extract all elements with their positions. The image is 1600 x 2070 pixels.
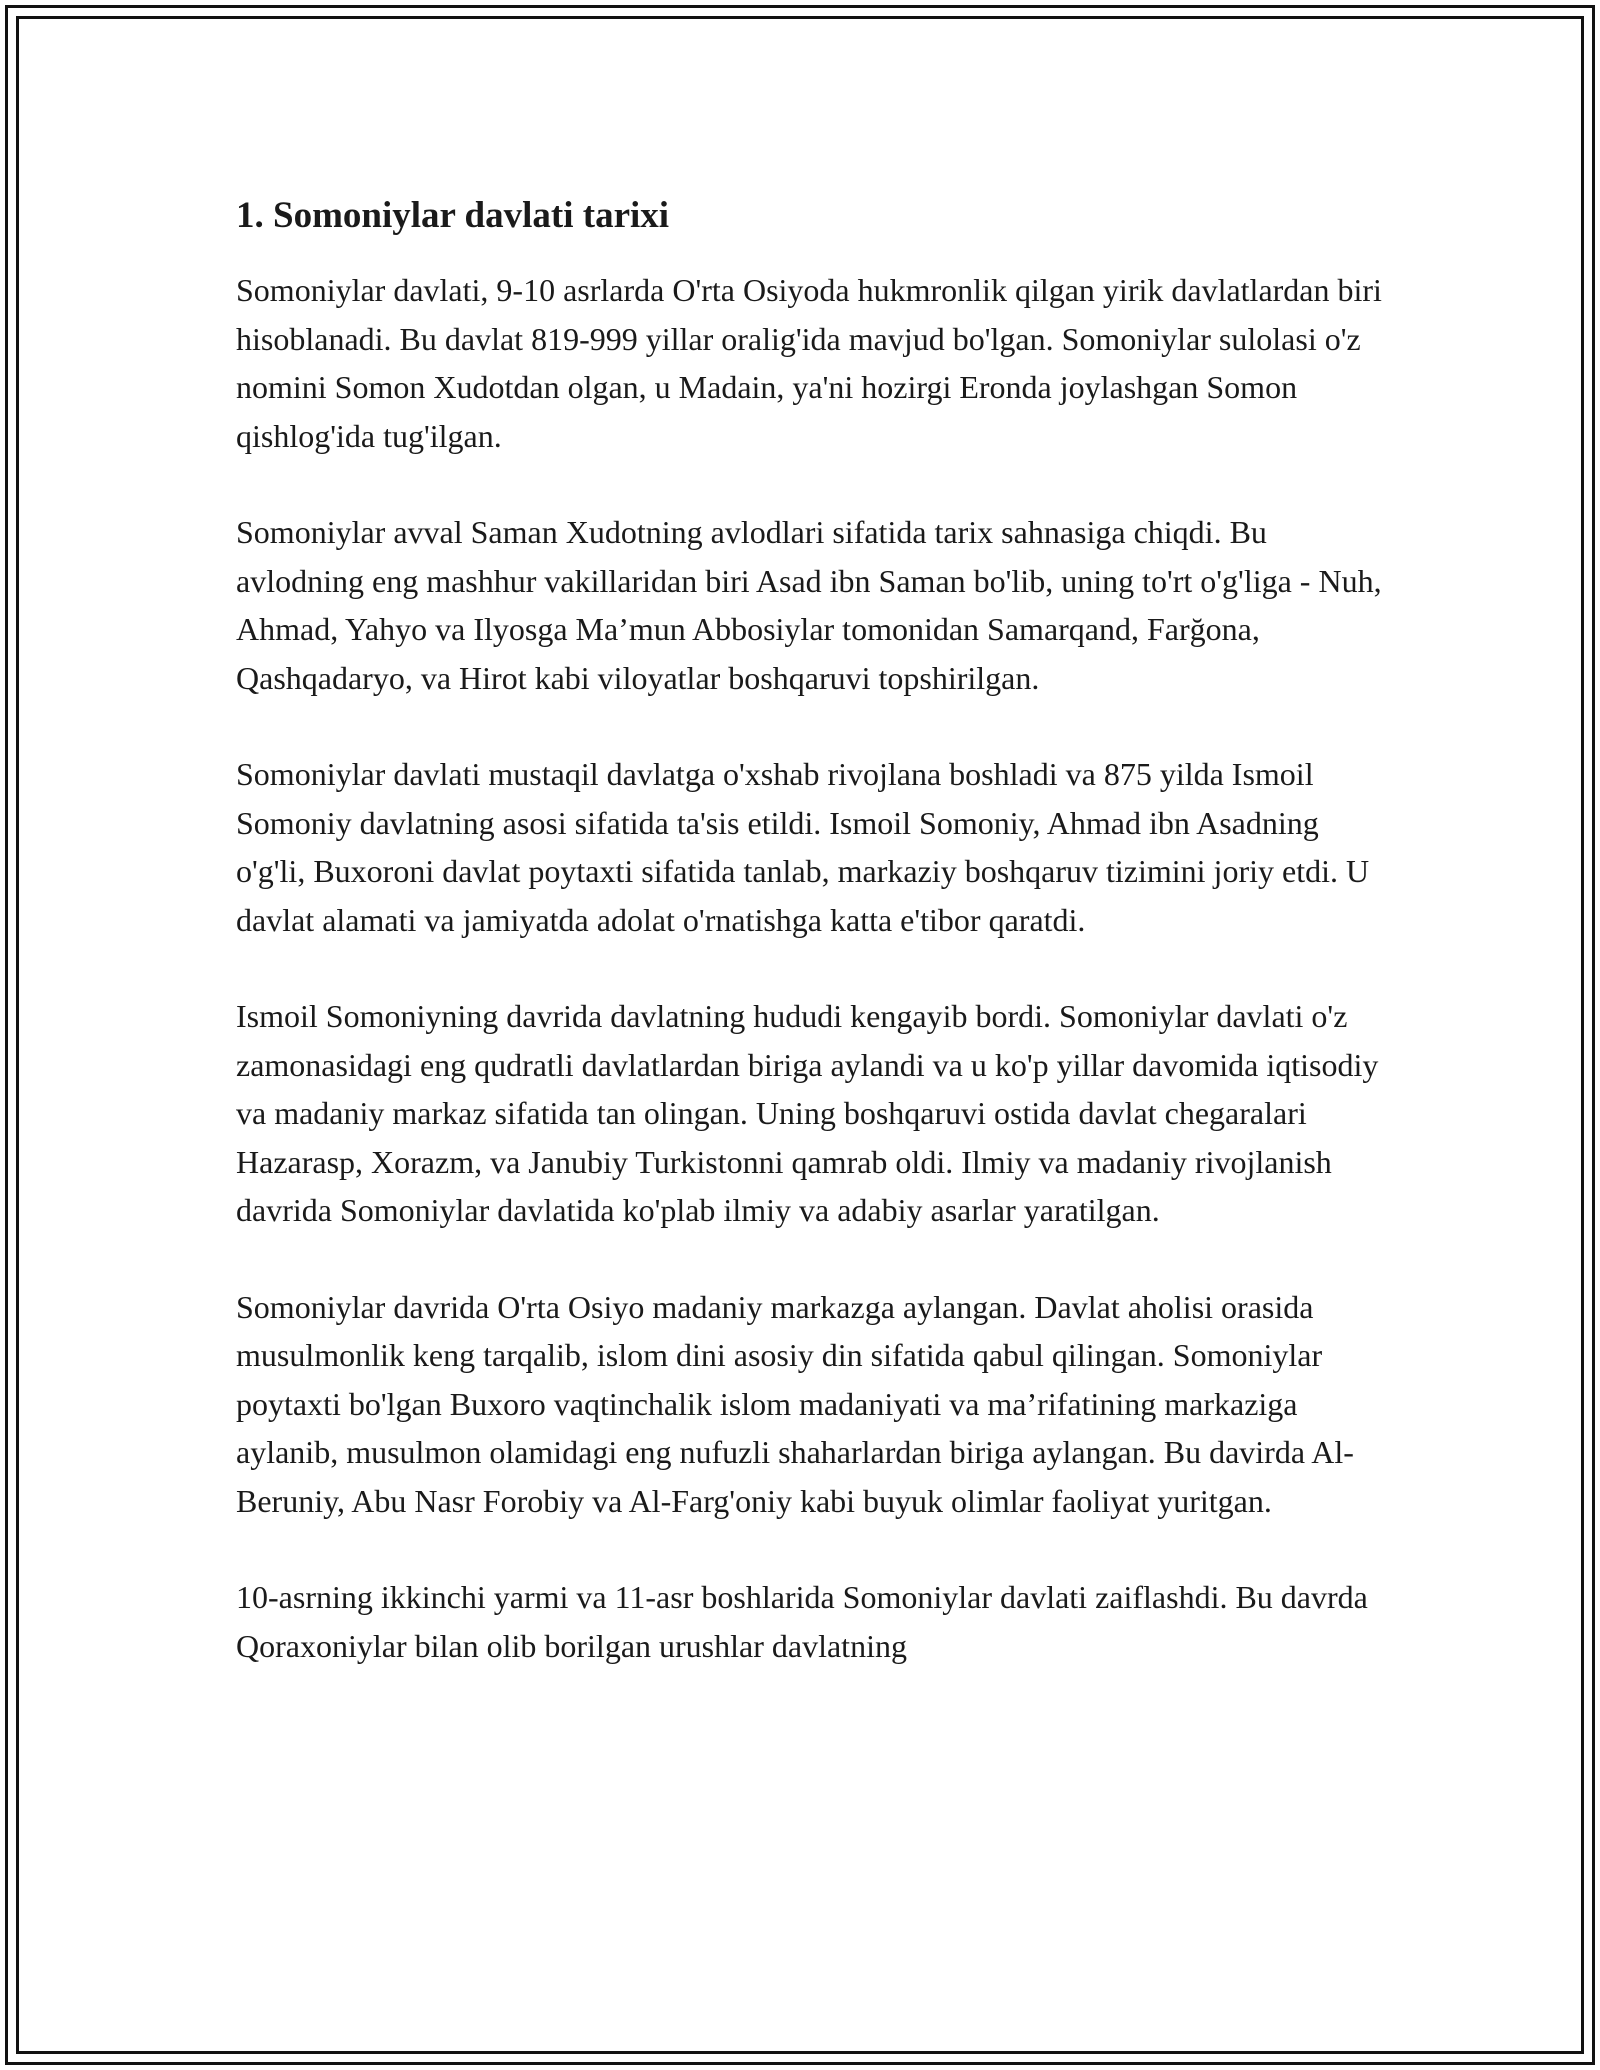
paragraph-6: 10-asrning ikkinchi yarmi va 11-asr boshlarida Somoniylar davlati zaiflashdi. Bu davrda Qoraxoniylar bilan olib borilgan urushlar davlatning — [236, 1579, 1368, 1664]
paragraph-2: Somoniylar avval Saman Xudotning avlodlari sifatida tarix sahnasiga chiqdi. Bu avlodning eng mashhur vakillaridan biri Asad ibn Saman bo'lib, uning to'rt o'g'liga - Nuh, Ahmad, Yahyo va Ilyosga Ma’mun Abbosiylar tomonidan Samarqand, Farğona, Qashqadaryo, va Hirot kabi viloyatlar boshqaruvi topshirilgan. — [236, 514, 1382, 696]
paragraph-5: Somoniylar davrida O'rta Osiyo madaniy markazga aylangan. Davlat aholisi orasida musulmonlik keng tarqalib, islom dini asosiy din sifatida qabul qilingan. Somoniylar poytaxti bo'lgan Buxoro vaqtinchalik islom madaniyati va ma’rifatining markaziga aylanib, musulmon olamidagi eng nufuzli shaharlardan biriga aylangan. Bu davirda Al-Beruniy, Abu Nasr Forobiy va Al-Farg'oniy kabi buyuk olimlar faoliyat yuritgan. — [236, 1288, 1354, 1519]
paragraph-1: Somoniylar davlati, 9-10 asrlarda O'rta Osiyoda hukmronlik qilgan yirik davlatlardan biri hisoblanadi. Bu davlat 819-999 yillar oralig'ida mavjud bo'lgan. Somoniylar sulolasi o'z nomini Somon Xudotdan olgan, u Madain, ya'ni hozirgi Eronda joylashgan Somon qishlog'ida tug'ilgan. — [236, 272, 1382, 454]
section-title: 1. Somoniylar davlati tarixi — [236, 195, 670, 236]
paragraph-4: Ismoil Somoniyning davrida davlatning hududi kengayib bordi. Somoniylar davlati o'z zamonasidagi eng qudratli davlatlardan biriga aylandi va u ko'p yillar davomida iqtisodiy va madaniy markaz sifatida tan olingan. Uning boshqaruvi ostida davlat chegaralari Hazarasp, Xorazm, va Janubiy Turkistonni qamrab oldi. Ilmiy va madaniy rivojlanish davrida Somoniylar davlatida ko'plab ilmiy va adabiy asarlar yaratilgan. — [236, 998, 1379, 1228]
document-body — [236, 190, 1386, 1718]
paragraph-3: Somoniylar davlati mustaqil davlatga o'xshab rivojlana boshladi va 875 yilda Ismoil Somoniy davlatning asosi sifatida ta'sis etildi. Ismoil Somoniy, Ahmad ibn Asadning o'g'li, Buxoroni davlat poytaxti sifatida tanlab, markaziy boshqaruv tizimini joriy etdi. U davlat alamati va jamiyatda adolat o'rnatishga katta e'tibor qaratdi. — [236, 756, 1370, 938]
